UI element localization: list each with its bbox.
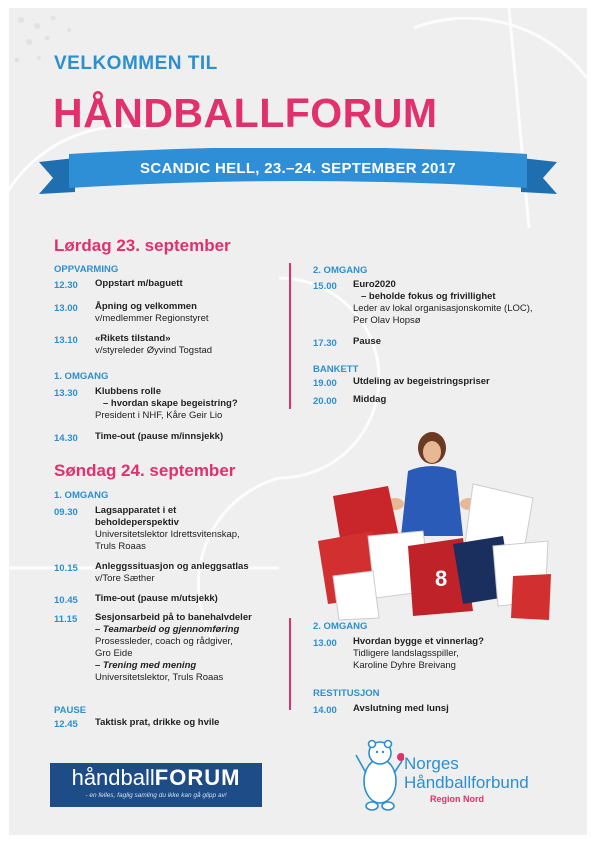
schedule-item: Euro2020 – beholde fokus og frivillighet Leder av lokal organisasjonskomite (LOC), Per Olav Hopsø — [353, 279, 533, 326]
sat-round2-heading: 2. OMGANG — [313, 265, 368, 276]
players-with-jerseys-photo — [313, 426, 551, 622]
event-title: HÅNDBALLFORUM — [53, 90, 438, 136]
schedule-time: 12.45 — [54, 719, 78, 730]
schedule-time: 17.30 — [313, 338, 337, 349]
sat-warmup-heading: OPPVARMING — [54, 264, 119, 275]
schedule-item: «Rikets tilstand» v/styreleder Øyvind Togstad — [95, 333, 213, 356]
schedule-item: Pause — [353, 336, 381, 347]
schedule-time: 11.15 — [54, 614, 78, 625]
sunday-heading: Søndag 24. september — [54, 461, 236, 480]
handballforum-logo: håndballFORUM - en felles, faglig samling du ikke kan gå glipp av! — [50, 763, 262, 807]
schedule-time: 13.10 — [54, 335, 78, 346]
sat-banquet-heading: BANKETT — [313, 364, 359, 375]
nhf-region: Region Nord — [430, 794, 484, 804]
schedule-time: 13.00 — [54, 303, 78, 314]
schedule-time: 10.45 — [54, 595, 78, 606]
sun-recovery-heading: RESTITUSJON — [313, 688, 380, 699]
schedule-time: 10.15 — [54, 563, 78, 574]
schedule-item: Avslutning med lunsj — [353, 703, 449, 714]
sun-pause-heading: PAUSE — [54, 705, 87, 716]
schedule-item: Åpning og velkommen v/medlemmer Regionstyret — [95, 301, 209, 324]
schedule-item: Hvordan bygge et vinnerlag? Tidligere landslagsspiller, Karoline Dyhre Breivang — [353, 636, 484, 671]
polar-bear-icon — [354, 733, 404, 813]
nhf-name-line2: Håndballforbund — [404, 773, 529, 792]
sun-round1-heading: 1. OMGANG — [54, 490, 109, 501]
schedule-item: Time-out (pause m/innsjekk) — [95, 431, 224, 442]
schedule-time: 14.30 — [54, 433, 78, 444]
schedule-time: 13.30 — [54, 388, 78, 399]
svg-text:8: 8 — [435, 566, 448, 591]
program-poster — [9, 8, 587, 835]
column-divider — [289, 618, 291, 710]
schedule-time: 09.30 — [54, 507, 78, 518]
schedule-time: 20.00 — [313, 396, 337, 407]
schedule-item: Klubbens rolle – hvordan skape begeistring? President i NHF, Kåre Geir Lio — [95, 386, 238, 421]
saturday-heading: Lørdag 23. september — [54, 236, 231, 255]
schedule-item: Lagsapparatet i et beholdeperspektiv Universitetslektor Idrettsvitenskap, Truls Roaas — [95, 505, 240, 552]
schedule-item: Oppstart m/baguett — [95, 278, 183, 289]
welcome-text: VELKOMMEN TIL — [54, 53, 218, 74]
schedule-item: Taktisk prat, drikke og hvile — [95, 717, 220, 728]
schedule-time: 14.00 — [313, 705, 337, 716]
sun-round2-heading: 2. OMGANG — [313, 621, 368, 632]
nhf-name-line1: Norges — [404, 754, 459, 773]
schedule-item: Anleggssituasjon og anleggsatlas v/Tore Sæther — [95, 561, 249, 584]
schedule-time: 15.00 — [313, 281, 337, 292]
schedule-time: 13.00 — [313, 638, 337, 649]
schedule-item: Sesjonsarbeid på to banehalvdeler – Teamarbeid og gjennomføring Prosessleder, coach og rådgiver, Gro Eide – Trening med mening Universitetslektor, Truls Roaas — [95, 612, 252, 683]
schedule-time: 19.00 — [313, 378, 337, 389]
column-divider — [289, 263, 291, 409]
schedule-item: Time-out (pause m/utsjekk) — [95, 593, 218, 604]
schedule-item: Utdeling av begeistringspriser — [353, 376, 490, 387]
sat-round1-heading: 1. OMGANG — [54, 371, 109, 382]
schedule-item: Middag — [353, 394, 387, 405]
venue-date: SCANDIC HELL, 23.–24. SEPTEMBER 2017 — [140, 160, 456, 177]
nhf-logo — [354, 733, 554, 813]
schedule-time: 12.30 — [54, 280, 78, 291]
